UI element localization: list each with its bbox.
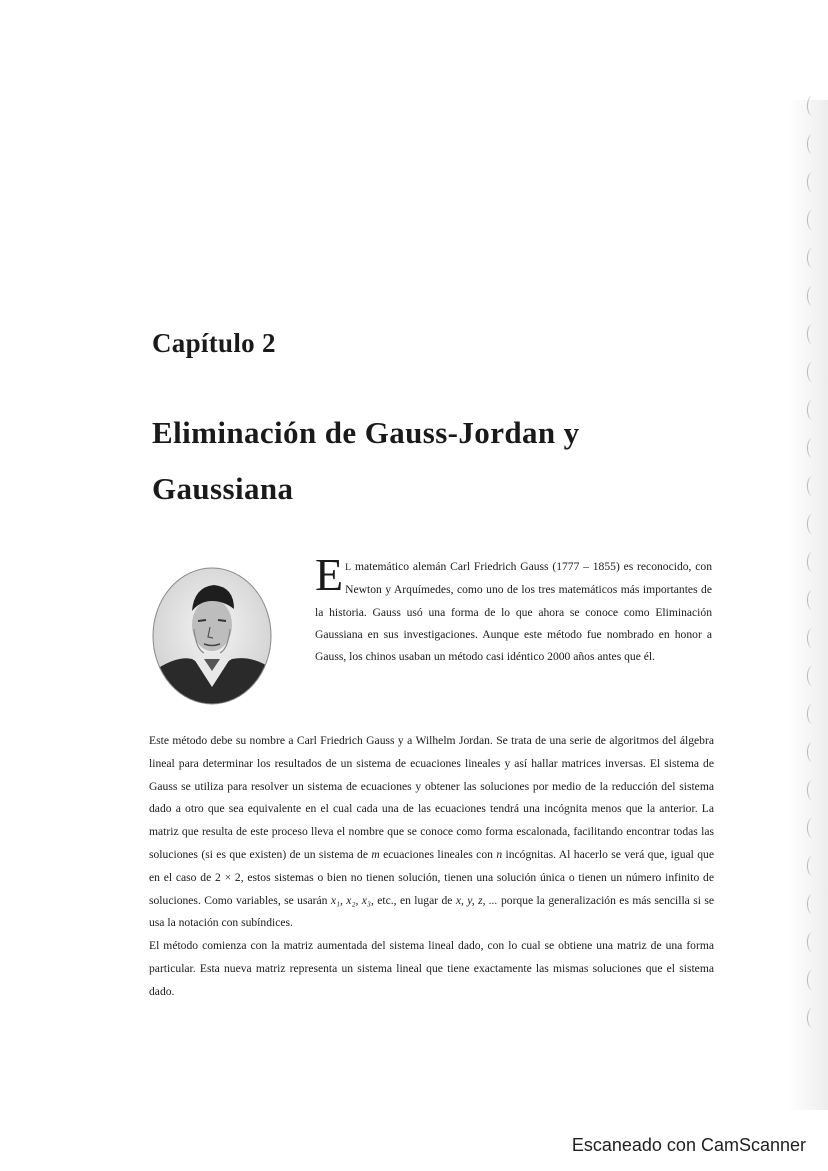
binding-mark xyxy=(807,286,818,306)
intro-text: matemático alemán Carl Friedrich Gauss (1777 – 1855) es reconocido, con Newton y Arquímedes, como uno de los tres matemáticos más importantes de la historia. Gauss usó una forma de lo que ahora se conoce como Eliminación Gaussiana en sus investigaciones. Aunque este método fue nombrado en honor a Gauss, los chinos usaban un método casi idéntico 2000 años antes que él. xyxy=(315,560,712,664)
binding-mark xyxy=(807,324,818,344)
body-paragraph-1 xyxy=(149,730,714,935)
body-paragraph-2: El método comienza con la matriz aumentada del sistema lineal dado, con lo cual se obtiene una matriz de una forma particular. Esta nueva matriz representa un sistema lineal que tiene exactamente las mismas soluciones que el sistema dado. xyxy=(149,939,714,998)
binding-mark xyxy=(807,704,818,724)
binding-mark xyxy=(807,134,818,154)
drop-cap: E xyxy=(315,549,344,600)
binding-mark xyxy=(807,210,818,230)
binding-marks xyxy=(794,96,818,1056)
math-var-n: n xyxy=(496,847,503,861)
binding-mark xyxy=(807,742,818,762)
body-text-part: ecuaciones lineales con xyxy=(379,847,497,861)
math-vars-xyz: x, y, z, ... xyxy=(455,893,498,907)
chapter-label: Capítulo 2 xyxy=(152,328,276,358)
drop-cap-tail: L xyxy=(345,563,352,573)
binding-mark xyxy=(807,96,818,116)
binding-mark xyxy=(807,894,818,914)
body-text-part: , etc., en lugar de xyxy=(370,893,456,907)
binding-mark xyxy=(807,552,818,572)
math-var-m: m xyxy=(371,847,380,861)
binding-mark xyxy=(807,438,818,458)
binding-mark xyxy=(807,248,818,268)
intro-paragraph xyxy=(315,549,712,668)
binding-mark xyxy=(807,818,818,838)
binding-mark xyxy=(807,476,818,496)
binding-mark xyxy=(807,590,818,610)
body-text-part: porque la generalización es más sencilla si se usa la notación con subíndices. xyxy=(149,893,715,930)
gauss-portrait-icon xyxy=(152,567,272,705)
binding-mark xyxy=(807,400,818,420)
binding-mark xyxy=(807,666,818,686)
binding-mark xyxy=(807,780,818,800)
camscanner-watermark: Escaneado con CamScanner xyxy=(571,1135,806,1155)
math-vars-subscripted: x₁, x₂, x₃ xyxy=(330,893,371,907)
binding-mark xyxy=(807,932,818,952)
body-text-part: Este método debe su nombre a Carl Friedrich Gauss y a Wilhelm Jordan. Se trata de una serie de algoritmos del álgebra lineal para determinar los resultados de un sistema de ecuaciones lineales y así hallar matrices inversas. El sistema de Gauss se utiliza para resolver un sistema de ecuaciones y obtener las soluciones por medio de la reducción del sistema dado a otro que sea equivalente en el cual cada una de las ecuaciones tendrá una incógnita menos que la anterior. La matriz que resulta de este proceso lleva el nombre que se conoce como forma escalonada, facilitando encontrar todas las soluciones (si es que existen) de un sistema de xyxy=(149,734,714,861)
binding-mark xyxy=(807,856,818,876)
binding-mark xyxy=(807,514,818,534)
binding-mark xyxy=(807,970,818,990)
binding-mark xyxy=(807,172,818,192)
body-text-part: incógnitas. Al hacerlo se verá que, igual que en el caso de 2 × 2, estos sistemas o bien no tienen solución, tienen una solución única o tienen un número infinito de soluciones. Como variables, se usarán xyxy=(149,847,714,907)
body-text xyxy=(149,730,714,1004)
binding-mark xyxy=(807,628,818,648)
chapter-title: Eliminación de Gauss-Jordan y Gaussiana xyxy=(152,415,580,506)
binding-mark xyxy=(807,1008,818,1028)
binding-mark xyxy=(807,362,818,382)
